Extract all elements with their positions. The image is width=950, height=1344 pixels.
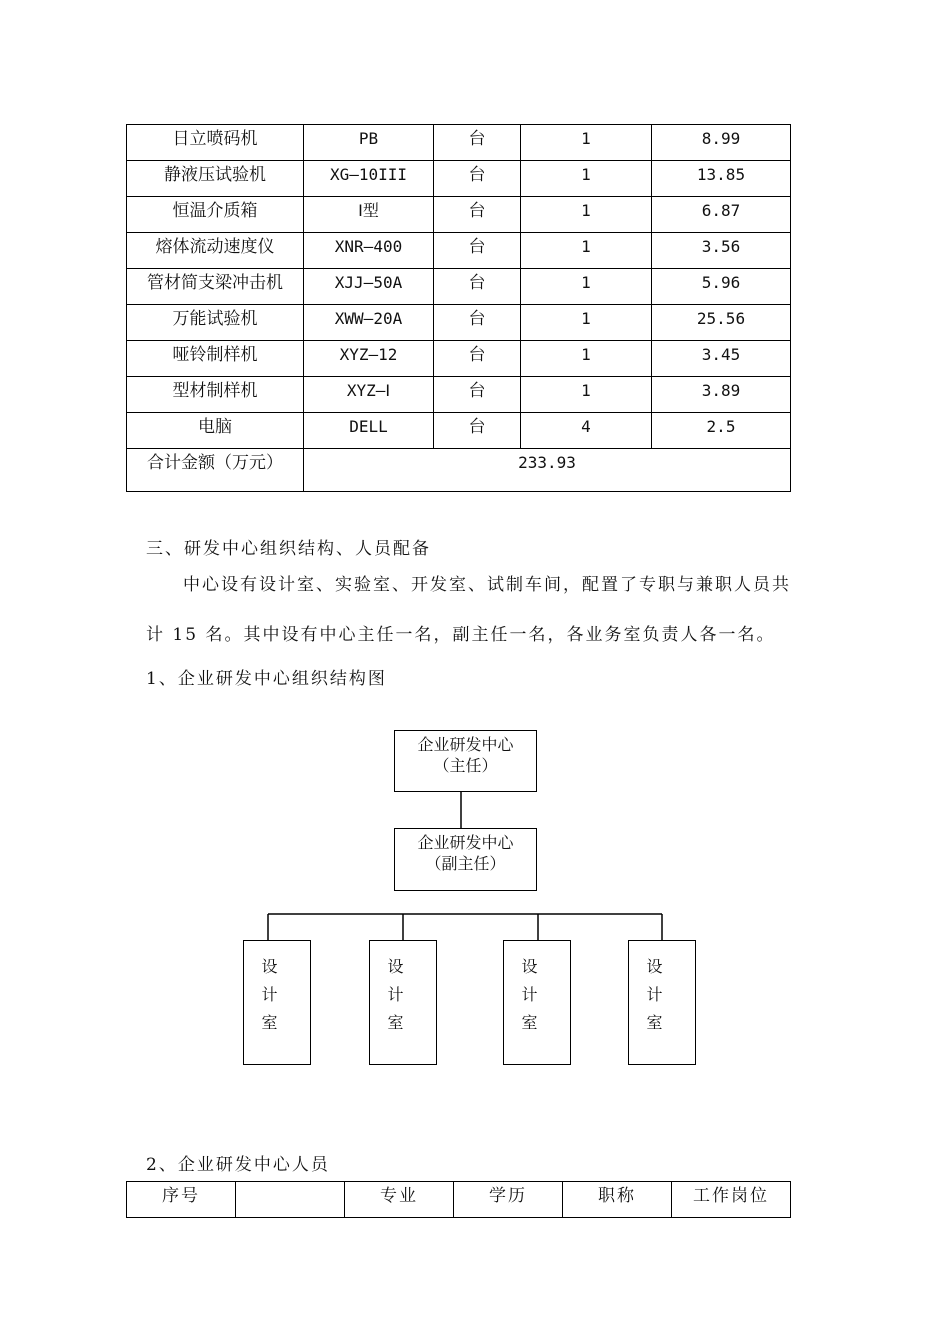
equipment-unit-cell: 台 xyxy=(434,341,521,377)
equipment-name-cell: 电脑 xyxy=(127,413,304,449)
equipment-model-cell: XNR—400 xyxy=(304,233,434,269)
equipment-model-cell: XJJ—50A xyxy=(304,269,434,305)
deputy-role: （副主任） xyxy=(425,854,506,873)
equipment-name-cell: 型材制样机 xyxy=(127,377,304,413)
department-box-3 xyxy=(503,940,571,1065)
equipment-amount-cell: 5.96 xyxy=(652,269,791,305)
header-cell-blank xyxy=(236,1182,345,1218)
section-heading: 三、研发中心组织结构、人员配备 xyxy=(146,539,431,559)
equipment-model-cell: XWW—20A xyxy=(304,305,434,341)
equipment-qty-cell: 1 xyxy=(521,341,652,377)
equipment-amount-cell: 3.89 xyxy=(652,377,791,413)
header-cell-index: 序号 xyxy=(127,1182,236,1218)
equipment-model-cell: XYZ—Ⅰ xyxy=(304,377,434,413)
header-cell-position: 工作岗位 xyxy=(672,1182,791,1218)
director-box xyxy=(394,730,537,792)
total-label: 合计金额（万元） xyxy=(127,449,304,492)
equipment-name-cell: 万能试验机 xyxy=(127,305,304,341)
equipment-unit-cell: 台 xyxy=(434,413,521,449)
header-cell-major: 专业 xyxy=(345,1182,454,1218)
staff-table-header-row xyxy=(127,1182,791,1218)
org-chart-heading: 1、企业研发中心组织结构图 xyxy=(146,669,387,689)
equipment-unit-cell: 台 xyxy=(434,305,521,341)
equipment-qty-cell: 1 xyxy=(521,161,652,197)
equipment-model-cell: Ⅰ型 xyxy=(304,197,434,233)
equipment-amount-cell: 2.5 xyxy=(652,413,791,449)
equipment-qty-cell: 1 xyxy=(521,377,652,413)
equipment-model-cell: XG—10III xyxy=(304,161,434,197)
equipment-name-cell: 恒温介质箱 xyxy=(127,197,304,233)
staff-table xyxy=(126,1181,791,1218)
department-box-1 xyxy=(243,940,311,1065)
equipment-name-cell: 哑铃制样机 xyxy=(127,341,304,377)
header-cell-education: 学历 xyxy=(454,1182,563,1218)
equipment-qty-cell: 1 xyxy=(521,269,652,305)
equipment-unit-cell: 台 xyxy=(434,125,521,161)
equipment-unit-cell: 台 xyxy=(434,377,521,413)
equipment-unit-cell: 台 xyxy=(434,269,521,305)
equipment-amount-cell: 8.99 xyxy=(652,125,791,161)
equipment-amount-cell: 3.45 xyxy=(652,341,791,377)
department-box-4 xyxy=(628,940,696,1065)
equipment-model-cell: XYZ—12 xyxy=(304,341,434,377)
equipment-unit-cell: 台 xyxy=(434,233,521,269)
equipment-amount-cell: 6.87 xyxy=(652,197,791,233)
equipment-unit-cell: 台 xyxy=(434,197,521,233)
equipment-name-cell: 熔体流动速度仪 xyxy=(127,233,304,269)
equipment-qty-cell: 1 xyxy=(521,197,652,233)
director-role: （主任） xyxy=(433,756,498,775)
director-title: 企业研发中心 xyxy=(417,735,514,754)
total-value: 233.93 xyxy=(304,449,791,492)
equipment-amount-cell: 25.56 xyxy=(652,305,791,341)
deputy-box xyxy=(394,828,537,891)
department-label-4: 设计室 xyxy=(644,958,663,1042)
department-box-2 xyxy=(369,940,437,1065)
equipment-qty-cell: 1 xyxy=(521,305,652,341)
equipment-model-cell: PB xyxy=(304,125,434,161)
equipment-qty-cell: 1 xyxy=(521,233,652,269)
equipment-unit-cell: 台 xyxy=(434,161,521,197)
paragraph-line-2: 计 15 名。其中设有中心主任一名，副主任一名，各业务室负责人各一名。 xyxy=(146,625,776,645)
paragraph-line-1: 中心设有设计室、实验室、开发室、试制车间，配置了专职与兼职人员共 xyxy=(183,575,791,595)
staff-heading: 2、企业研发中心人员 xyxy=(146,1155,330,1175)
equipment-model-cell: DELL xyxy=(304,413,434,449)
header-cell-title: 职称 xyxy=(563,1182,672,1218)
department-label-2: 设计室 xyxy=(385,958,404,1042)
equipment-qty-cell: 1 xyxy=(521,125,652,161)
department-label-3: 设计室 xyxy=(519,958,538,1042)
equipment-qty-cell: 4 xyxy=(521,413,652,449)
equipment-amount-cell: 3.56 xyxy=(652,233,791,269)
equipment-amount-cell: 13.85 xyxy=(652,161,791,197)
equipment-name-cell: 静液压试验机 xyxy=(127,161,304,197)
equipment-name-cell: 日立喷码机 xyxy=(127,125,304,161)
equipment-name-cell: 管材简支梁冲击机 xyxy=(127,269,304,305)
department-label-1: 设计室 xyxy=(259,958,278,1042)
deputy-title: 企业研发中心 xyxy=(417,833,514,852)
